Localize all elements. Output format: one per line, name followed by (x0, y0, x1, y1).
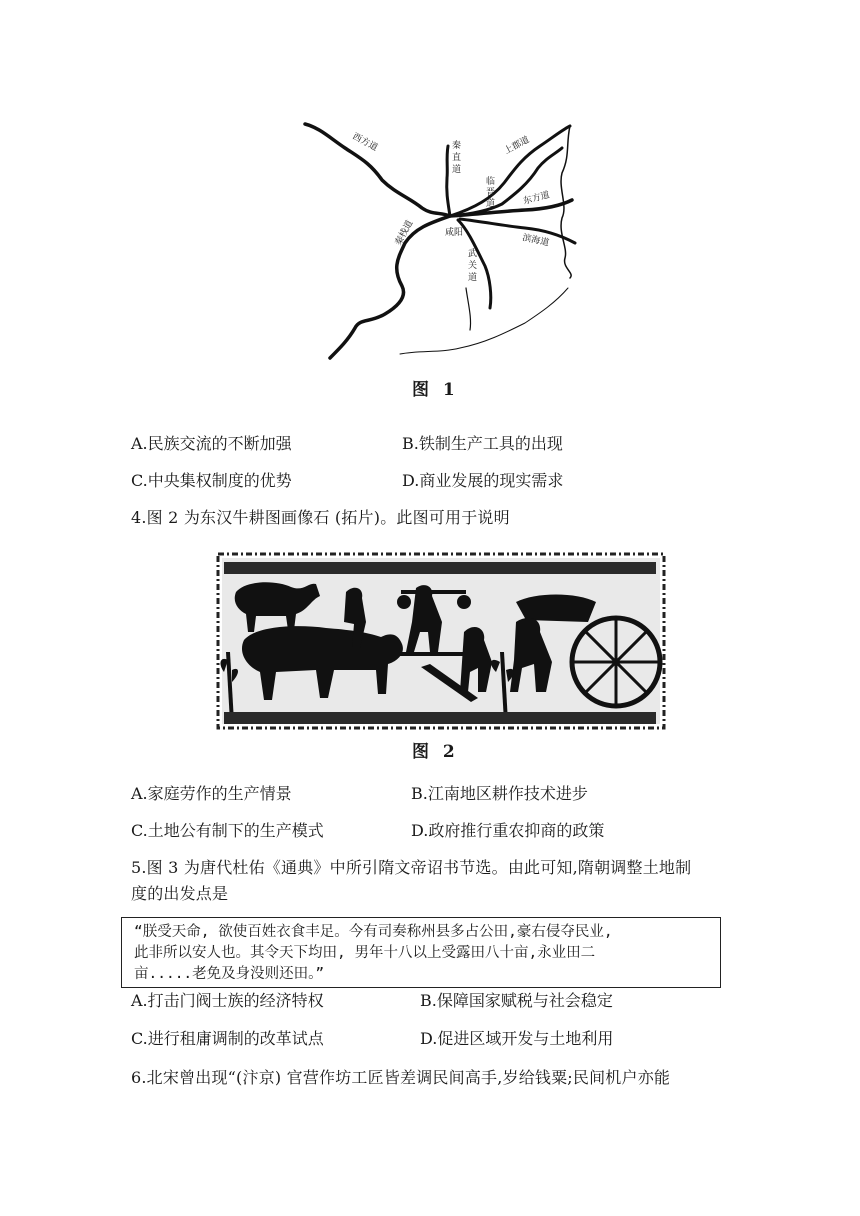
label-qinzhi-1: 秦 (452, 141, 462, 151)
q6-stem: 6.北宋曾出现“(汴京) 官营作坊工匠皆差调民间高手,岁给钱粟;民间机户亦能 (131, 1068, 671, 1087)
figure1-map (300, 118, 580, 363)
road-qinzhi (447, 146, 450, 216)
q4-option-d: D.政府推行重农抑商的政策 (411, 821, 605, 840)
road-xifang (305, 124, 450, 216)
q5-option-b: B.保障国家赋税与社会稳定 (420, 991, 613, 1010)
q4-stem: 4.图 2 为东汉牛耕图画像石 (拓片)。此图可用于说明 (131, 508, 510, 527)
q5-option-c: C.进行租庸调制的改革试点 (131, 1029, 324, 1048)
q5-stem-line1: 5.图 3 为唐代杜佑《通典》中所引隋文帝诏书节选。由此可知,隋朝调整土地制 (131, 858, 692, 877)
figure2-rubbing (216, 552, 668, 732)
q5-quote-line3: 亩.....老免及身没则还田。” (134, 966, 325, 982)
label-wuguan-2: 关 (468, 261, 478, 271)
label-dongfang: 东方道 (522, 190, 551, 207)
q5-quote-box (121, 917, 721, 988)
label-qinzhi-3: 道 (452, 165, 462, 175)
label-linjin-2: 晋 (486, 188, 496, 198)
label-wuguan-3: 道 (468, 273, 478, 283)
large-ox-figure (242, 626, 403, 700)
q5-option-d: D.促进区域开发与土地利用 (420, 1029, 614, 1048)
label-qinzhi-2: 直 (452, 153, 462, 163)
q4-option-c: C.土地公有制下的生产模式 (131, 821, 324, 840)
label-qinzhan: 秦栈道 (393, 218, 416, 248)
road-qinzhan (330, 216, 450, 358)
label-shangjun: 上郡道 (502, 135, 532, 157)
q3-option-b: B.铁制生产工具的出现 (402, 434, 563, 453)
q4-option-b: B.江南地区耕作技术进步 (411, 784, 588, 803)
q3-option-a: A.民族交流的不断加强 (131, 434, 292, 453)
label-linjin-3: 道 (486, 199, 496, 209)
q5-quote-line1: “朕受天命, 欲使百姓衣食丰足。今有司奏称州县多占公田,豪右侵夺民业, (134, 924, 613, 940)
q5-stem-line2: 度的出发点是 (131, 884, 229, 903)
q3-option-c: C.中央集权制度的优势 (131, 471, 292, 490)
road-binhai (460, 219, 575, 243)
figure2-caption: 图 2 (412, 742, 459, 762)
q4-option-a: A.家庭劳作的生产情景 (131, 784, 292, 803)
q5-option-a: A.打击门阀士族的经济特权 (131, 991, 324, 1010)
figure1-caption: 图 1 (412, 380, 459, 400)
label-linjin-1: 临 (486, 177, 496, 187)
road-shangjun (450, 126, 570, 216)
q5-quote-line2: 此非所以安人也。其令天下均田, 男年十八以上受露田八十亩,永业田二 (134, 945, 596, 961)
label-xianyang: 咸阳 (445, 228, 464, 238)
q3-option-d: D.商业发展的现实需求 (402, 471, 564, 490)
label-wuguan-1: 武 (468, 249, 478, 259)
label-binhai: 滨海道 (521, 233, 550, 249)
label-xifang: 西方道 (350, 131, 380, 154)
